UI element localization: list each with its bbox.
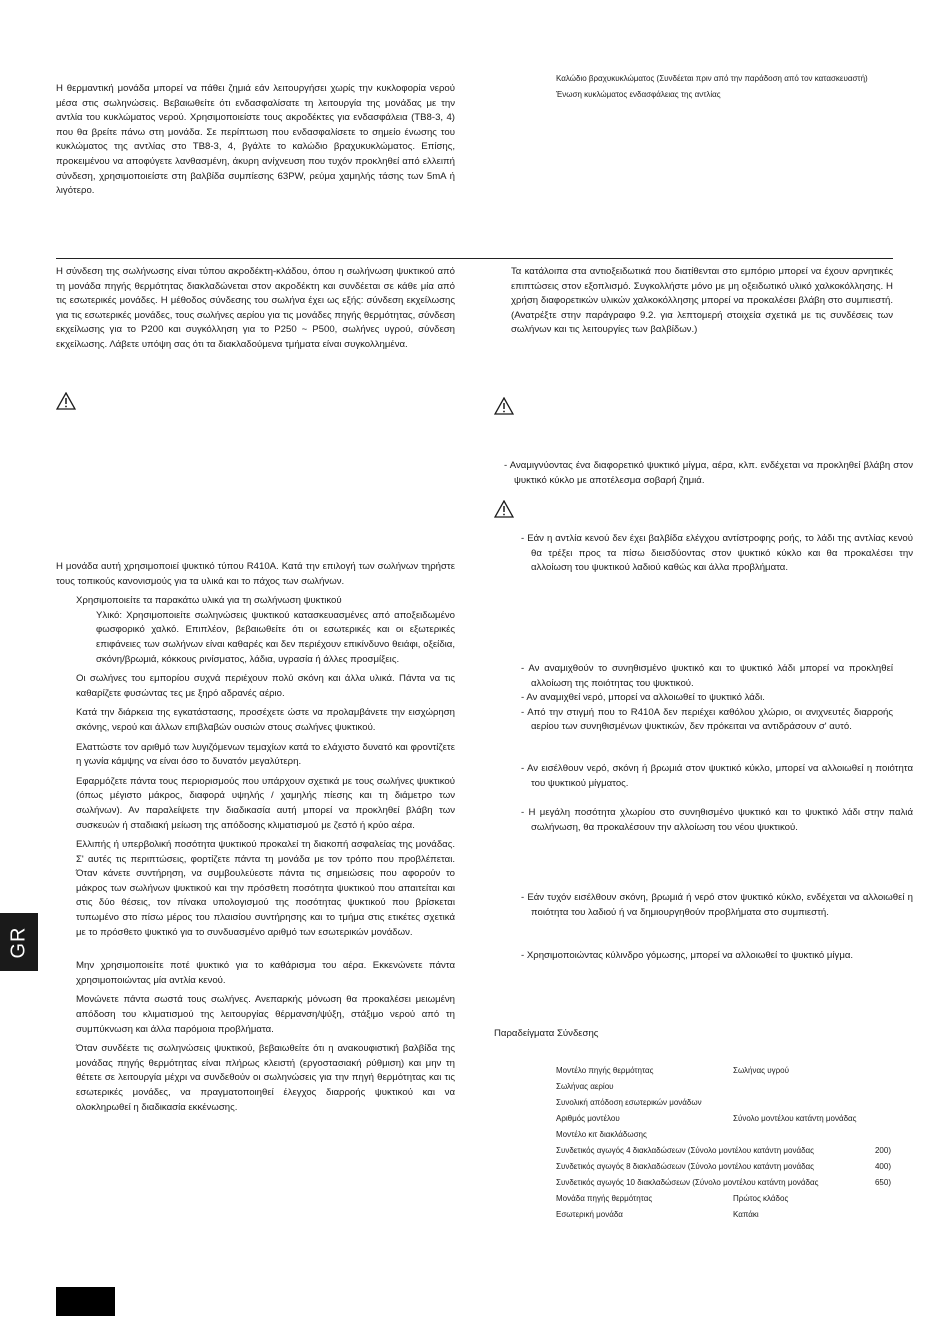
connection-examples-table [556,1062,891,1222]
relief-valve-paragraph: Όταν συνδέετε τις σωληνώσεις ψυκτικού, βεβαιωθείτε ότι η ανακουφιστική βαλβίδα της μονάδας πηγής θερμότητας είναι πλήρως κλειστή (εργοστασιακή ρύθμιση) και μην τη θέτετε σε λειτουργία μέχρι να συνδεθούν οι σωληνώσεις για την πηγή θερμότητας και τις εσωτερικές μονάδες, να πραγματοποιηθεί έλεγχος διαρροής ψυκτικού και να ολοκληρωθεί η διαδικασία εκκένωσης. [76,1043,455,1113]
table-row [556,1158,891,1174]
connection-examples-title: Παραδείγματα Σύνδεσης [494,1028,599,1039]
air-purge-paragraph: Μην χρησιμοποιείτε ποτέ ψυκτικό για το καθάρισμα του αέρα. Εκκενώνετε πάντα χρησιμοποιώντας μία αντλία κενού. [76,960,455,986]
warning-triangle-icon [56,392,76,410]
table-cell: 200) [874,1145,891,1155]
restrictions-paragraph: Εφαρμόζετε πάντα τους περιορισμούς που υπάρχουν σχετικά με τους σωλήνες ψυκτικού (όπως μέγιστο μάκρος, διαφορά υψηλής / χαμηλής πίεσης και τη διάμετρο των σωλήνων). Αν παραλείψετε την διαδικασία αυτή μπορεί να προκληθεί βλάβη των συσκευών ή σταδιακή μείωση της απόδοσης κλιματισμού με ζεστό ή κρύο αέρα. [76,775,455,831]
table-cell: Μοντέλο κιτ διακλάδωσης [556,1129,647,1139]
table-cell: Σύνολο μοντέλου κατάντη μονάδας [733,1113,857,1123]
material-paragraph: Υλικό: Χρησιμοποιείτε σωληνώσεις ψυκτικού κατασκευασμένες από αποξειδωμένο φωσφορικό χαλκό. Επιπλέον, βεβαιωθείτε ότι οι εσωτερικές και οι εξωτερικές επιφάνειες των σωλήνων είναι καθαρές και δεν περιέχουν επικίνδυνο θειάφι, οξείδια, σκόνη/βρωμιά, κόκκους ρινίσματος, λάδια, υγρασία ή άλλες προσμίξεις. [96,609,455,665]
mixing-warning: - Αναμιγνύοντας ένα διαφορετικό ψυκτικό μίγμα, αέρα, κλπ. ενδέχεται να προκληθεί βλάβη στον ψυκτικό κύκλο με αποτέλεσμα σοβαρή ζημιά. [504,460,913,486]
page-number-block [56,1287,115,1316]
table-cell: Εσωτερική μονάδα [556,1209,623,1219]
table-cell: 650) [874,1177,891,1187]
table-row [556,1206,891,1222]
materials-heading: Χρησιμοποιείτε τα παρακάτω υλικά για τη σωλήνωση ψυκτικού [76,595,342,607]
table-cell [733,1126,861,1142]
note-refrigerant-oil: - Αν αναμιχθούν το συνηθισμένο ψυκτικό και το ψυκτικό λάδι μπορεί να προκληθεί αλλοίωση της ποιότητας του ψυκτικού. [521,663,893,689]
language-tab [0,913,38,971]
table-row [556,1078,891,1094]
table-row [556,1126,891,1142]
table-row [556,1174,891,1190]
table-cell [861,1062,891,1078]
note-water-oil: - Αν αναμιχθεί νερό, μπορεί να αλλοιωθεί το ψυκτικό λάδι. [521,692,765,704]
warning-triangle-icon [494,500,514,518]
table-cell: Συνολική απόδοση εσωτερικών μονάδων [556,1097,702,1107]
table-cell: Μονάδα πηγής θερμότητας [556,1193,653,1203]
table-cell: Αριθμός μοντέλου [556,1113,620,1123]
piping-connection-paragraph: Η σύνδεση της σωλήνωσης είναι τύπου ακροδέκτη-κλάδου, όπου η σωλήνωση ψυκτικού από τη μονάδα πηγής θερμότητας διακλαδώνεται στον ακροδέκτη και συνδέεται σε κάθε μία από τις εσωτερικές μονάδες. Η μέθοδος σύνδεσης του σωλήνα έχει ως εξής: σύνδεση εκχείλωσης για τις εσωτερικές μονάδες, τους σωλήνες αερίου για τις μονάδες πηγής θερμότητας, σύνδεση εκχείλωσης για το P200 και συγκόλληση για το P250 ~ P500, σωλήνες υγρού, σύνδεση εκχείλωσης. Λάβετε υπόψη σας ότι τα διακλαδούμενα τμήματα είναι συγκολλημένα. [56,266,455,350]
table-row [556,1110,891,1126]
table-cell: Πρώτος κλάδος [733,1193,789,1203]
table-cell [733,1078,861,1094]
short-circuit-wire-label: Καλώδιο βραχυκυκλώματος (Συνδέεται πριν από την παράδοση από τον κατασκευαστή) [556,74,868,83]
vacuum-pump-note: - Εάν η αντλία κενού δεν έχει βαλβίδα ελέγχου αντίστροφης ροής, το λάδι της αντλίας κενού θα τρέξει προς τα πίσω διεισδύοντας στον ψυκτικό κύκλο και θα προκαλέσει την αλλοίωση του ψυκτικού λαδιού καθώς και άλλα προβλήματα. [521,533,913,574]
note-contamination: - Αν εισέλθουν νερό, σκόνη ή βρωμιά στον ψυκτικό κύκλο, μπορεί να αλλοιωθεί η ποιότητα του ψυκτικού μίγματος. [521,763,913,789]
note-chlorine-old-piping: - Η μεγάλη ποσότητα χλωρίου στο συνηθισμένο ψυκτικό και το ψυκτικό λάδι στην παλιά σωλήνωση, θα προκαλέσουν την αλλοίωση του νέου ψυκτικού. [521,807,913,833]
table-cell: Καπάκι [733,1209,759,1219]
pump-interlock-label: Ένωση κυκλώματος ενδασφάλειας της αντλίας [556,90,721,99]
table-cell: Συνδετικός αγωγός 8 διακλαδώσεων (Σύνολο μοντέλου κατάντη μονάδας [556,1161,814,1171]
table-cell: Μοντέλο πηγής θερμότητας [556,1065,654,1075]
bends-paragraph: Ελαττώστε τον αριθμό των λυγιζόμενων τεμαχίων κατά το ελάχιστο δυνατό και φροντίζετε η γωνία κάμψης να είναι όσο το δυνατόν μεγαλύτερη. [76,741,455,768]
dust-paragraph: Οι σωλήνες του εμπορίου συχνά περιέχουν πολύ σκόνη και άλλα υλικά. Πάντα να τις καθαρίζετε φυσώντας τες με ξηρό αδρανές αέριο. [76,673,455,699]
table-cell [861,1190,891,1206]
refrigerant-mixing-notes [511,662,893,735]
table-cell [861,1110,891,1126]
note-chlorine-detectors: - Από την στιγμή που το R410A δεν περιέχει καθόλου χλώριο, οι ανιχνευτές διαρροής αερίου των συνηθισμένων ψυκτικών, δεν πρόκειται να αντιδράσουν σ' αυτό. [521,706,893,733]
table-cell [861,1126,891,1142]
pump-interlock-paragraph: Η θερμαντική μονάδα μπορεί να πάθει ζημιά εάν λειτουργήσει χωρίς την κυκλοφορία νερού μέσα στις σωληνώσεις. Βεβαιωθείτε ότι ενδασφαλίσατε τη λειτουργία της μονάδας με την αντλία του κυκλώματος νερού. Χρησιμοποιείστε τους ακροδέκτες για ενδασφάλεια (TB8-3, 4) που θα βρείτε πάνω στη μονάδα. Σε περίπτωση που ενδασφαλίσετε το σημείο ένωσης του κυκλώματος της αντλίας στο TB8-3, 4, βγάλτε το καλώδιο βραχυκυκλώματος. Επίσης, προκειμένου να αποφύγετε λανθασμένη, άκυρη ανίχνευση που τυχόν προκληθεί από ελλειπή σύνδεση, χρησιμοποιείστε στη βαλβίδα συμπίεσης 63PW, ρεύμα χαμηλής τάσης των 5mA ή λιγότερο. [56,83,455,197]
brazing-paragraph: Τα κατάλοιπα στα αντιοξειδωτικά που διατίθενται στο εμπόριο μπορεί να έχουν αρνητικές επιπτώσεις στον εξοπλισμό. Συγκολλήστε μόνο με μη οξειδωτικό υλικό χαλκοκόλλησης. Η χρήση διαφορετικών υλικών χαλκοκόλλησης μπορεί να προκαλέσει βλάβη στο συμπιεστή. (Ανατρέξτε στην παράγραφο 9.2. για λεπτομερή στοιχεία σχετικά με τις συνδέσεις των σωλήνων και τις λειτουργίες των βαλβίδων.) [511,266,893,336]
table-row [556,1190,891,1206]
note-compressor-problems: - Εάν τυχόν εισέλθουν σκόνη, βρωμιά ή νερό στον ψυκτικό κύκλο, ενδέχεται να αλλοιωθεί η ποιότητα του λαδιού ή να δημιουργηθούν προβλήματα στο συμπιεστή. [521,892,913,918]
warning-triangle-icon [494,397,514,415]
section-divider [56,258,893,259]
table-row [556,1062,891,1078]
interlock-figure-labels [556,72,893,101]
note-charging-cylinder: - Χρησιμοποιώντας κύλινδρο γόμωσης, μπορεί να αλλοιωθεί το ψυκτικό μίγμα. [521,950,854,961]
table-cell: Συνδετικός αγωγός 4 διακλαδώσεων (Σύνολο μοντέλου κατάντη μονάδας [556,1145,814,1155]
table-cell: Σωλήνας αερίου [556,1081,614,1091]
insulation-paragraph: Μονώνετε πάντα σωστά τους σωλήνες. Ανεπαρκής μόνωση θα προκαλέσει μειωμένη απόδοση του κλιματισμού της λειτουργίας θέρμανση/ψύξη, στάξιμο νερού από τη συμπύκνωση και άλλα παρόμοια προβλήματα. [76,994,455,1035]
table-row [556,1094,891,1110]
refrigerant-amount-paragraph: Ελλιπής ή υπερβολική ποσότητα ψυκτικού προκαλεί τη διακοπή ασφαλείας της μονάδας. Σ' αυτές τις περιπτώσεις, φορτίζετε πάντα τη μονάδα με τον τρόπο που προβλέπεται. Όταν κάνετε συντήρηση, να συμβουλεύεστε πάντα τις σημειώσεις που αφορούν το μάκρος των σωλήνων ψυκτικού και την πρόσθετη ποσότητα ψυκτικού που απαιτείται και στις δύο θέσεις, τον πίνακα υπολογισμού της ποσότητας ψυκτικού που βρίσκεται τυπωμένο στο πίσω μέρος του πλαισίου συντήρησης και το τμήμα στις ετικέτες σχετικά με το πρόσθετο ψυκτικό για το συνδυασμένο αριθμό των εσωτερικών μονάδων. [76,839,455,938]
table-row [556,1142,891,1158]
refrigerant-piping-section [56,560,455,1115]
r410a-paragraph: Η μονάδα αυτή χρησιμοποιεί ψυκτικό τύπου R410A. Κατά την επιλογή των σωλήνων τηρήστε τους τοπικούς κανονισμούς για τα υλικά και το πάχος των σωλήνων. [56,561,455,587]
table-cell: Συνδετικός αγωγός 10 διακλαδώσεων (Σύνολο μοντέλου κατάντη μονάδας [556,1177,819,1187]
installation-paragraph: Κατά την διάρκεια της εγκατάστασης, προσέχετε ώστε να προλαμβάνετε την εισχώρηση σκόνης, νερού και άλλων επιβλαβών ουσιών στους σωλήνες ψυκτικού. [76,707,455,733]
table-cell: 400) [874,1161,891,1171]
table-cell [861,1078,891,1094]
table-cell [861,1094,891,1110]
table-cell: Σωλήνας υγρού [733,1065,789,1075]
table-cell [861,1206,891,1222]
language-tab-label: GR [7,926,30,958]
table-cell [733,1094,861,1110]
